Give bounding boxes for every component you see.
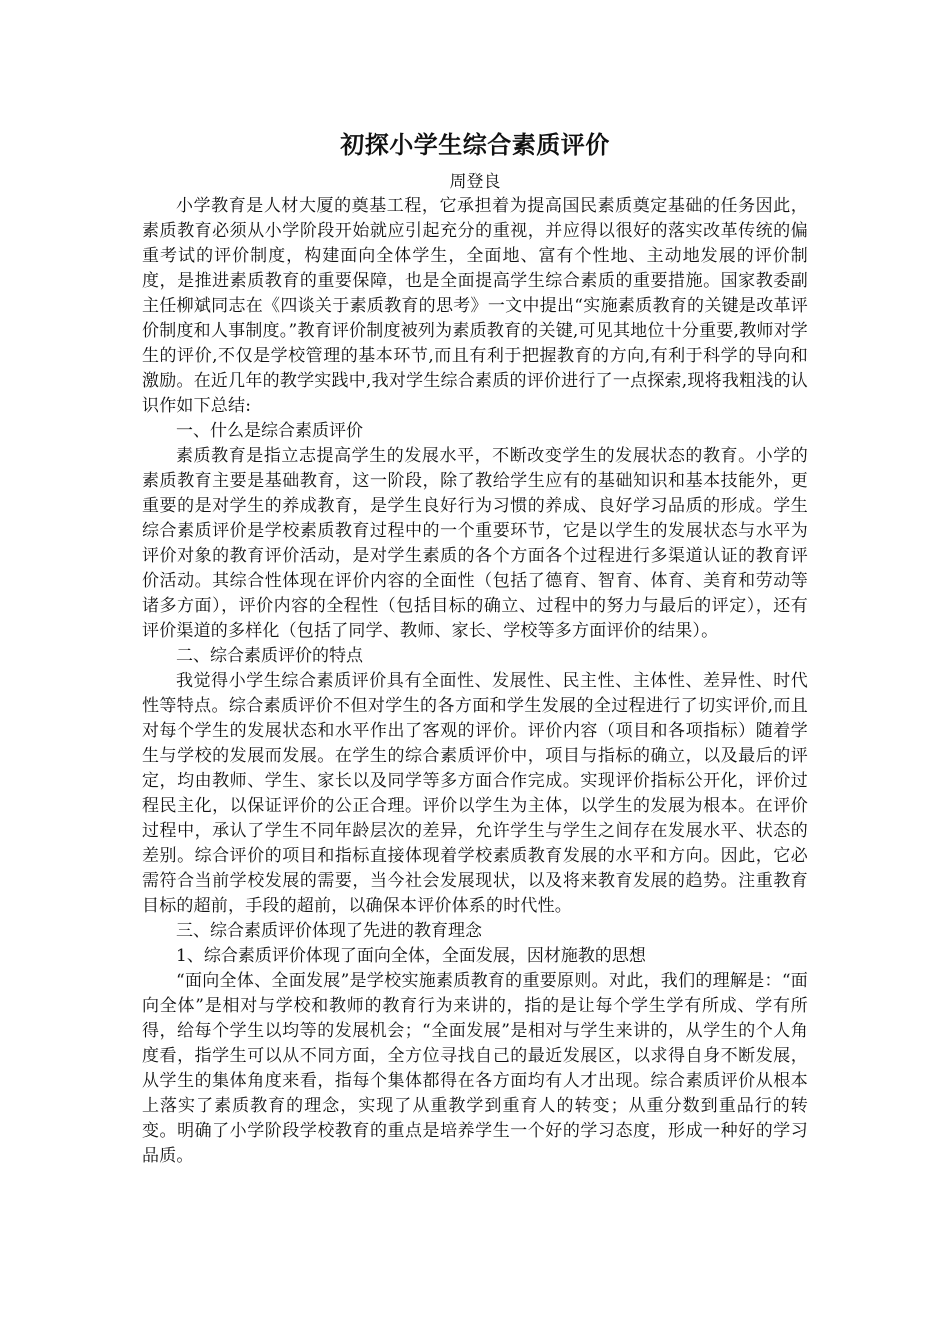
document-body xyxy=(142,126,808,1169)
section-heading-3: 三、综合素质评价体现了先进的教育理念 xyxy=(176,921,482,941)
section-2-paragraph: 我觉得小学生综合素质评价具有全面性、发展性、民主性、主体性、差异性、时代性等特点。综合素质评价不但对学生的各方面和学生发展的全过程进行了切实评价,而且对每个学生的发展状态和水平作出了客观的评价。评价内容（项目和各项指标）随着学生与学校的发展而发展。在学生的综合素质评价中，项目与指标的确立，以及最后的评定，均由教师、学生、家长以及同学等多方面合作完成。实现评价指标公开化，评价过程民主化，以保证评价的公正合理。评价以学生为主体，以学生的发展为根本。在评价过程中，承认了学生不同年龄层次的差异，允许学生与学生之间存在发展水平、状态的差别。综合评价的项目和指标直接体现着学校素质教育发展的水平和方向。因此，它必需符合当前学校发展的需要，当今社会发展现状，以及将来教育发展的趋势。注重教育目标的超前，手段的超前，以确保本评价体系的时代性。 xyxy=(142,671,808,916)
section-3-1-paragraph: “面向全体、全面发展”是学校实施素质教育的重要原则。对此，我们的理解是：“面向全体”是相对与学校和教师的教育行为来讲的，指的是让每个学生学有所成、学有所得，给每个学生以均等的发展机会；“全面发展”是相对与学生来讲的，从学生的个人角度看，指学生可以从不同方面，全方位寻找自己的最近发展区，以求得自身不断发展，从学生的集体角度来看，指每个集体都得在各方面均有人才出现。综合素质评价从根本上落实了素质教育的理念，实现了从重教学到重育人的转变；从重分数到重品行的转变。明确了小学阶段学校教育的重点是培养学生一个好的学习态度，形成一种好的学习品质。 xyxy=(142,971,808,1166)
author-name: 周登良 xyxy=(449,172,501,192)
intro-paragraph: 小学教育是人材大厦的奠基工程，它承担着为提高国民素质奠定基础的任务因此，素质教育必须从小学阶段开始就应引起充分的重视，并应得以很好的落实改革传统的偏重考试的评价制度，构建面向全体学生，全面地、富有个性地、主动地发展的评价制度，是推进素质教育的重要保障，也是全面提高学生综合素质的重要措施。国家教委副主任柳斌同志在《四谈关于素质教育的思考》一文中提出“实施素质教育的关键是改革评价制度和人事制度。”教育评价制度被列为素质教育的关键,可见其地位十分重要,教师对学生的评价,不仅是学校管理的基本环节,而且有利于把握教育的方向,有利于科学的导向和激励。在近几年的教学实践中,我对学生综合素质的评价进行了一点探索,现将我粗浅的认识作如下总结: xyxy=(142,196,808,416)
section-heading-2: 二、综合素质评价的特点 xyxy=(176,646,363,666)
document-title: 初探小学生综合素质评价 xyxy=(340,131,610,159)
subsection-heading-3-1: 1、综合素质评价体现了面向全体，全面发展，因材施教的思想 xyxy=(176,946,646,966)
section-heading-1: 一、什么是综合素质评价 xyxy=(176,421,363,441)
section-1-paragraph: 素质教育是指立志提高学生的发展水平，不断改变学生的发展状态的教育。小学的素质教育主要是基础教育，这一阶段，除了教给学生应有的基础知识和基本技能外，更重要的是对学生的养成教育，是学生良好行为习惯的养成、良好学习品质的形成。学生综合素质评价是学校素质教育过程中的一个重要环节，它是以学生的发展状态与水平为评价对象的教育评价活动，是对学生素质的各个方面各个过程进行多渠道认证的教育评价活动。其综合性体现在评价内容的全面性（包括了德育、智育、体育、美育和劳动等诸多方面），评价内容的全程性（包括目标的确立、过程中的努力与最后的评定），还有评价渠道的多样化（包括了同学、教师、家长、学校等多方面评价的结果）。 xyxy=(142,446,808,641)
